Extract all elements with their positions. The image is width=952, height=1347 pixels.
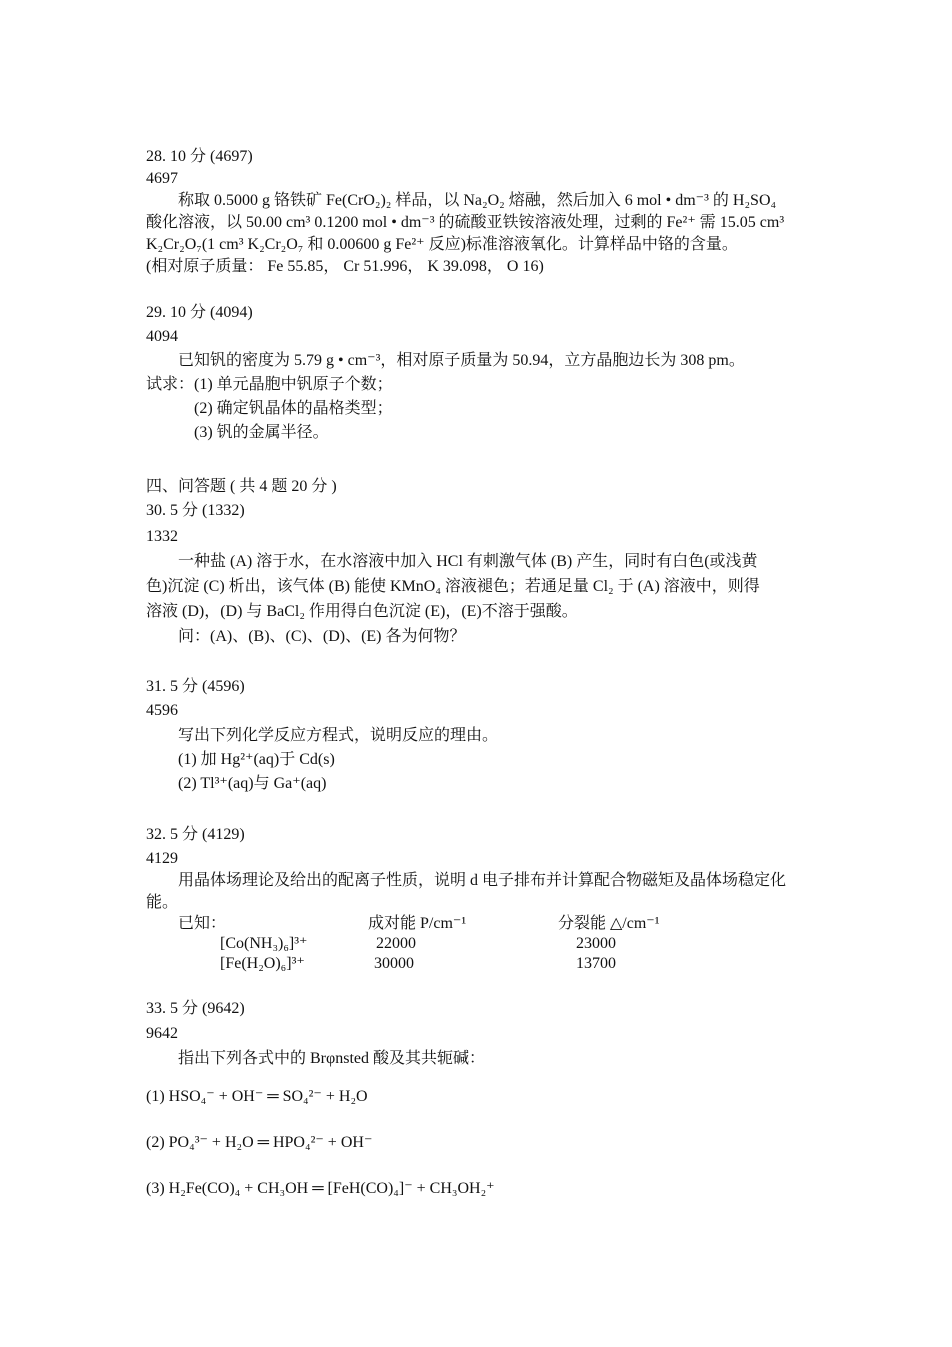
- equation: (3) H₂Fe(CO)₄ + CH₃OH ═ [FeH(CO)₄]⁻ + CH₃OH₂⁺: [146, 1180, 495, 1197]
- question-header: 33. 5 分 (9642): [146, 1000, 245, 1017]
- table-cell: 13700: [576, 955, 616, 972]
- table-cell: [Fe(H₂O)₆]³⁺: [220, 955, 305, 972]
- question-code: 9642: [146, 1025, 178, 1042]
- table-cell: [Co(NH₃)₆]³⁺: [220, 935, 308, 952]
- question-29: [146, 302, 816, 444]
- question-text-line: (相对原子质量： Fe 55.85， Cr 51.996， K 39.098， O 16): [146, 258, 544, 275]
- question-text-line: 试求：(1) 单元晶胞中钒原子个数；: [146, 376, 393, 393]
- section-header: [146, 476, 816, 498]
- table-header: 分裂能 △/cm⁻¹: [558, 915, 660, 932]
- question-text-line: 溶液 (D)，(D) 与 BaCl₂ 作用得白色沉淀 (E)，(E)不溶于强酸。: [146, 603, 578, 620]
- question-header: 28. 10 分 (4697): [146, 148, 253, 165]
- section-title: 四、问答题 ( 共 4 题 20 分 ): [146, 478, 337, 495]
- question-33: [146, 998, 816, 1200]
- question-32: [146, 824, 816, 974]
- question-code: 1332: [146, 528, 178, 545]
- question-code: 4129: [146, 850, 178, 867]
- table-header: 已知：: [178, 915, 227, 932]
- question-text-line: 能。: [146, 894, 179, 911]
- equation: (2) PO₄³⁻ + H₂O ═ HPO₄²⁻ + OH⁻: [146, 1134, 373, 1151]
- table-cell: 30000: [374, 955, 414, 972]
- question-header: 30. 5 分 (1332): [146, 502, 245, 519]
- question-text-line: (1) 加 Hg²⁺(aq)于 Cd(s): [178, 751, 335, 768]
- question-text-line: 写出下列化学反应方程式，说明反应的理由。: [178, 727, 499, 744]
- question-28: [146, 146, 816, 278]
- question-text-line: 已知钒的密度为 5.79 g • cm⁻³，相对原子质量为 50.94，立方晶胞边长为 308 pm。: [178, 352, 745, 369]
- table-cell: 23000: [576, 935, 616, 952]
- question-text-line: 问：(A)、(B)、(C)、(D)、(E) 各为何物？: [178, 628, 466, 645]
- question-text-line: 指出下列各式中的 Brφnsted 酸及其共轭碱：: [178, 1050, 486, 1067]
- question-text-line: K₂Cr₂O₇(1 cm³ K₂Cr₂O₇ 和 0.00600 g Fe²⁺ 反应)标准溶液氧化。计算样品中铬的含量。: [146, 236, 738, 253]
- question-text-line: 酸化溶液，以 50.00 cm³ 0.1200 mol • dm⁻³ 的硫酸亚铁铵溶液处理，过剩的 Fe²⁺ 需 15.05 cm³: [146, 214, 785, 231]
- question-30: [146, 500, 816, 648]
- question-header: 32. 5 分 (4129): [146, 826, 245, 843]
- question-text-line: (2) 确定钒晶体的晶格类型；: [194, 400, 393, 417]
- table-cell: 22000: [376, 935, 416, 952]
- question-31: [146, 676, 816, 795]
- complex-data-table: [146, 914, 816, 974]
- question-text-line: 色)沉淀 (C) 析出，该气体 (B) 能使 KMnO₄ 溶液褪色；若通足量 Cl₂ 于 (A) 溶液中，则得: [146, 578, 760, 595]
- question-code: 4697: [146, 170, 178, 187]
- question-header: 31. 5 分 (4596): [146, 678, 245, 695]
- question-text-line: 用晶体场理论及给出的配离子性质，说明 d 电子排布并计算配合物磁矩及晶体场稳定化: [178, 872, 787, 889]
- equation: (1) HSO₄⁻ + OH⁻ ═ SO₄²⁻ + H₂O: [146, 1088, 368, 1105]
- question-text-line: (3) 钒的金属半径。: [194, 424, 329, 441]
- question-text-line: 称取 0.5000 g 铬铁矿 Fe(CrO₂)₂ 样品，以 Na₂O₂ 熔融，然后加入 6 mol • dm⁻³ 的 H₂SO₄: [178, 192, 777, 209]
- question-text-line: 一种盐 (A) 溶于水，在水溶液中加入 HCl 有刺激气体 (B) 产生，同时有白色(或浅黄: [178, 553, 758, 570]
- question-code: 4094: [146, 328, 178, 345]
- question-header: 29. 10 分 (4094): [146, 304, 253, 321]
- question-code: 4596: [146, 702, 178, 719]
- table-header: 成对能 P/cm⁻¹: [368, 915, 467, 932]
- question-text-line: (2) Tl³⁺(aq)与 Ga⁺(aq): [178, 775, 327, 792]
